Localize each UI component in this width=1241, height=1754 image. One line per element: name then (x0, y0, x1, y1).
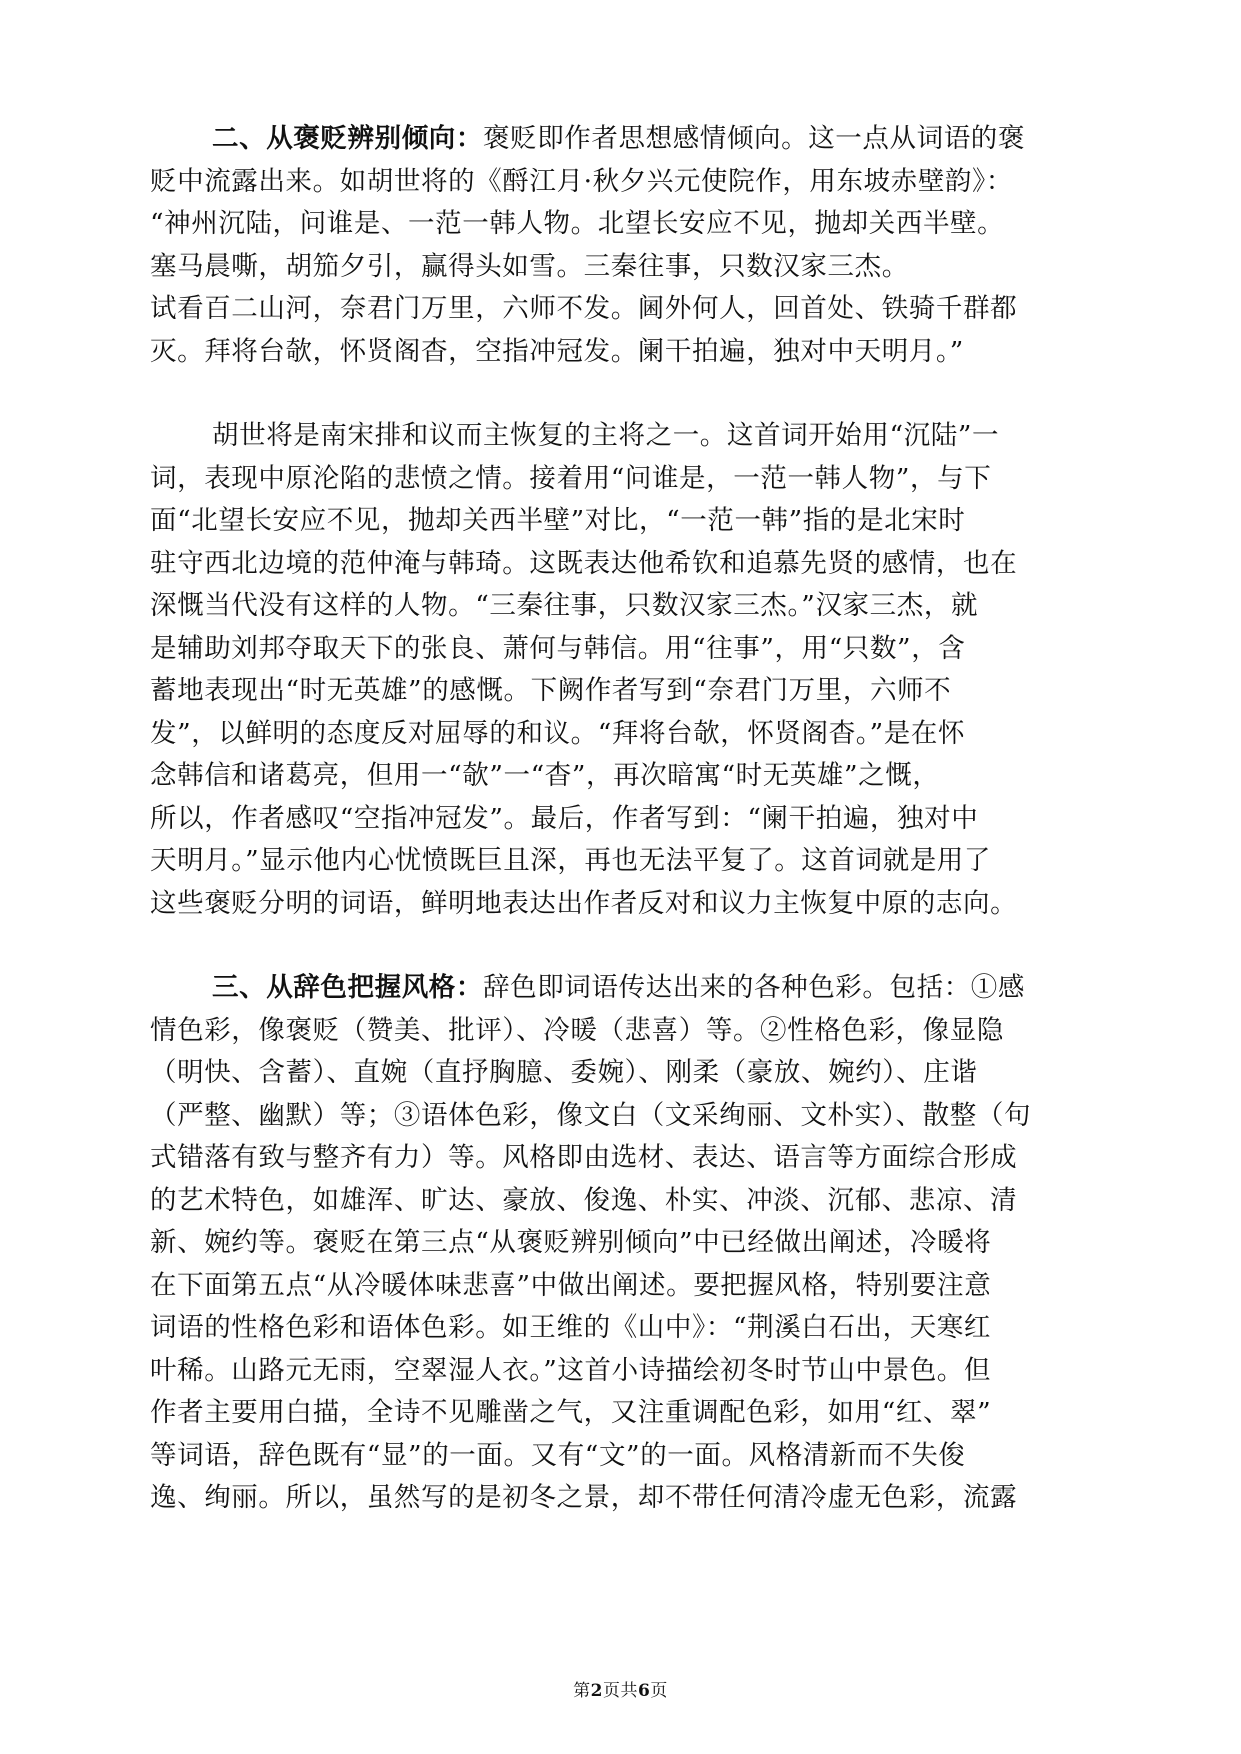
text-line (150, 203, 1095, 246)
line-text: 塞马晨嘶，胡笳夕引，赢得头如雪。三秦往事，只数汉家三杰。 (150, 250, 909, 282)
line-text: （严整、幽默）等；③语体色彩，像文白（文采绚丽、文朴实）、散整（句 (150, 1099, 1032, 1131)
text-line (150, 967, 1095, 1010)
footer-total-pages: 6 (638, 1681, 651, 1701)
text-line (150, 1307, 1095, 1350)
line-text: 这些褒贬分明的词语，鲜明地表达出作者反对和议力主恢复中原的志向。 (150, 887, 1018, 919)
text-line (150, 798, 1095, 841)
line-text: 灭。拜将台欹，怀贤阁杳，空指冲冠发。阑干拍遍，独对中天明月。” (150, 335, 964, 367)
footer-current-page: 2 (590, 1681, 603, 1701)
line-text: （明快、含蓄）、直婉（直抒胸臆、委婉）、刚柔（豪放、婉约）、庄谐 (150, 1057, 978, 1088)
line-text: 等词语，辞色既有“显”的一面。又有“文”的一面。风格清新而不失俊 (150, 1439, 966, 1471)
text-line (150, 628, 1095, 671)
text-line (150, 500, 1095, 543)
text-line (150, 1265, 1095, 1308)
line-text: 驻守西北边境的范仲淹与韩琦。这既表达他希钦和追慕先贤的感情，也在 (150, 547, 1018, 579)
line-text: 在下面第五点“从冷暖体味悲喜”中做出阐述。要把握风格，特别要注意 (150, 1269, 992, 1301)
text-line (150, 1477, 1095, 1520)
line-text: 是辅助刘邦夺取天下的张良、萧何与韩信。用“往事”，用“只数”，含 (150, 632, 966, 664)
footer-middle: 页共 (603, 1681, 638, 1701)
text-line (150, 1392, 1095, 1435)
line-text: 天明月。”显示他内心忧愤既巨且深，再也无法平复了。这首词就是用了 (150, 845, 991, 876)
text-line (150, 118, 1095, 161)
paragraph (150, 118, 1095, 373)
line-text: 作者主要用白描，全诗不见雕凿之气，又注重调配色彩，如用“红、翠” (150, 1397, 992, 1428)
text-line (150, 331, 1095, 374)
line-text: 褒贬即作者思想感情倾向。这一点从词语的褒 (483, 123, 1025, 154)
text-line (150, 1435, 1095, 1478)
text-line (150, 288, 1095, 331)
line-text: 念韩信和诸葛亮，但用一“欹”一“杳”，再次暗寓“时无英雄”之慨， (150, 760, 940, 791)
line-text: 叶稀。山路元无雨，空翠湿人衣。”这首小诗描绘初冬时节山中景色。但 (150, 1354, 991, 1386)
line-text: “神州沉陆，问谁是、一范一韩人物。北望长安应不见，抛却关西半壁。 (150, 208, 1005, 239)
line-text: 胡世将是南宋排和议而主恢复的主将之一。这首词开始用“沉陆”一 (212, 420, 1000, 451)
text-line (150, 1180, 1095, 1223)
line-text: 所以，作者感叹“空指冲冠发”。最后，作者写到：“阑干拍遍，独对中 (150, 802, 979, 834)
text-line (150, 1010, 1095, 1053)
text-line (150, 713, 1095, 756)
footer-suffix: 页 (650, 1681, 668, 1701)
text-line (150, 415, 1095, 458)
text-line (150, 755, 1095, 798)
line-text: 面“北望长安应不见，抛却关西半壁”对比，“一范一韩”指的是北宋时 (150, 505, 966, 536)
line-text: 贬中流露出来。如胡世将的《酹江月·秋夕兴元使院作，用东坡赤壁韵》： (150, 165, 1013, 197)
paragraph (150, 415, 1095, 925)
text-line (150, 543, 1095, 586)
text-line (150, 840, 1095, 883)
section-heading: 三、从辞色把握风格： (212, 972, 483, 1003)
text-line (150, 883, 1095, 926)
line-text: 逸、绚丽。所以，虽然写的是初冬之景，却不带任何清冷虚无色彩，流露 (150, 1482, 1018, 1513)
line-text: 的艺术特色，如雄浑、旷达、豪放、俊逸、朴实、冲淡、沉郁、悲凉、清 (150, 1184, 1018, 1216)
line-text: 辞色即词语传达出来的各种色彩。包括：①感 (483, 972, 1025, 1003)
line-text: 式错落有致与整齐有力）等。风格即由选材、表达、语言等方面综合形成 (150, 1142, 1018, 1173)
text-line (150, 246, 1095, 289)
section-heading: 二、从褒贬辨别倾向： (212, 123, 483, 154)
line-text: 深慨当代没有这样的人物。“三秦往事，只数汉家三杰。”汉家三杰，就 (150, 590, 979, 621)
line-text: 新、婉约等。褒贬在第三点“从褒贬辨别倾向”中已经做出阐述，冷暖将 (150, 1227, 992, 1258)
line-text: 蓄地表现出“时无英雄”的感慨。下阙作者写到“奈君门万里，六师不 (150, 675, 952, 706)
text-line (150, 1222, 1095, 1265)
text-line (150, 585, 1095, 628)
line-text: 词语的性格色彩和语体色彩。如王维的《山中》：“荆溪白石出，天寒红 (150, 1312, 991, 1343)
document-body (150, 118, 1095, 1562)
text-line (150, 458, 1095, 501)
line-text: 发”，以鲜明的态度反对屈辱的和议。“拜将台欹，怀贤阁杳。”是在怀 (150, 717, 966, 749)
paragraph (150, 967, 1095, 1520)
line-text: 试看百二山河，奈君门万里，六师不发。阃外何人，回首处、铁骑千群都 (150, 293, 1018, 324)
footer-prefix: 第 (573, 1681, 591, 1701)
line-text: 情色彩，像褒贬（赞美、批评）、冷暖（悲喜）等。②性格色彩，像显隐 (150, 1014, 1004, 1046)
text-line (150, 161, 1095, 204)
text-line (150, 670, 1095, 713)
text-line (150, 1350, 1095, 1393)
text-line (150, 1137, 1095, 1180)
line-text: 词，表现中原沦陷的悲愤之情。接着用“问谁是，一范一韩人物”，与下 (150, 462, 992, 494)
text-line (150, 1052, 1095, 1095)
page-footer (0, 1676, 1241, 1701)
text-line (150, 1095, 1095, 1138)
